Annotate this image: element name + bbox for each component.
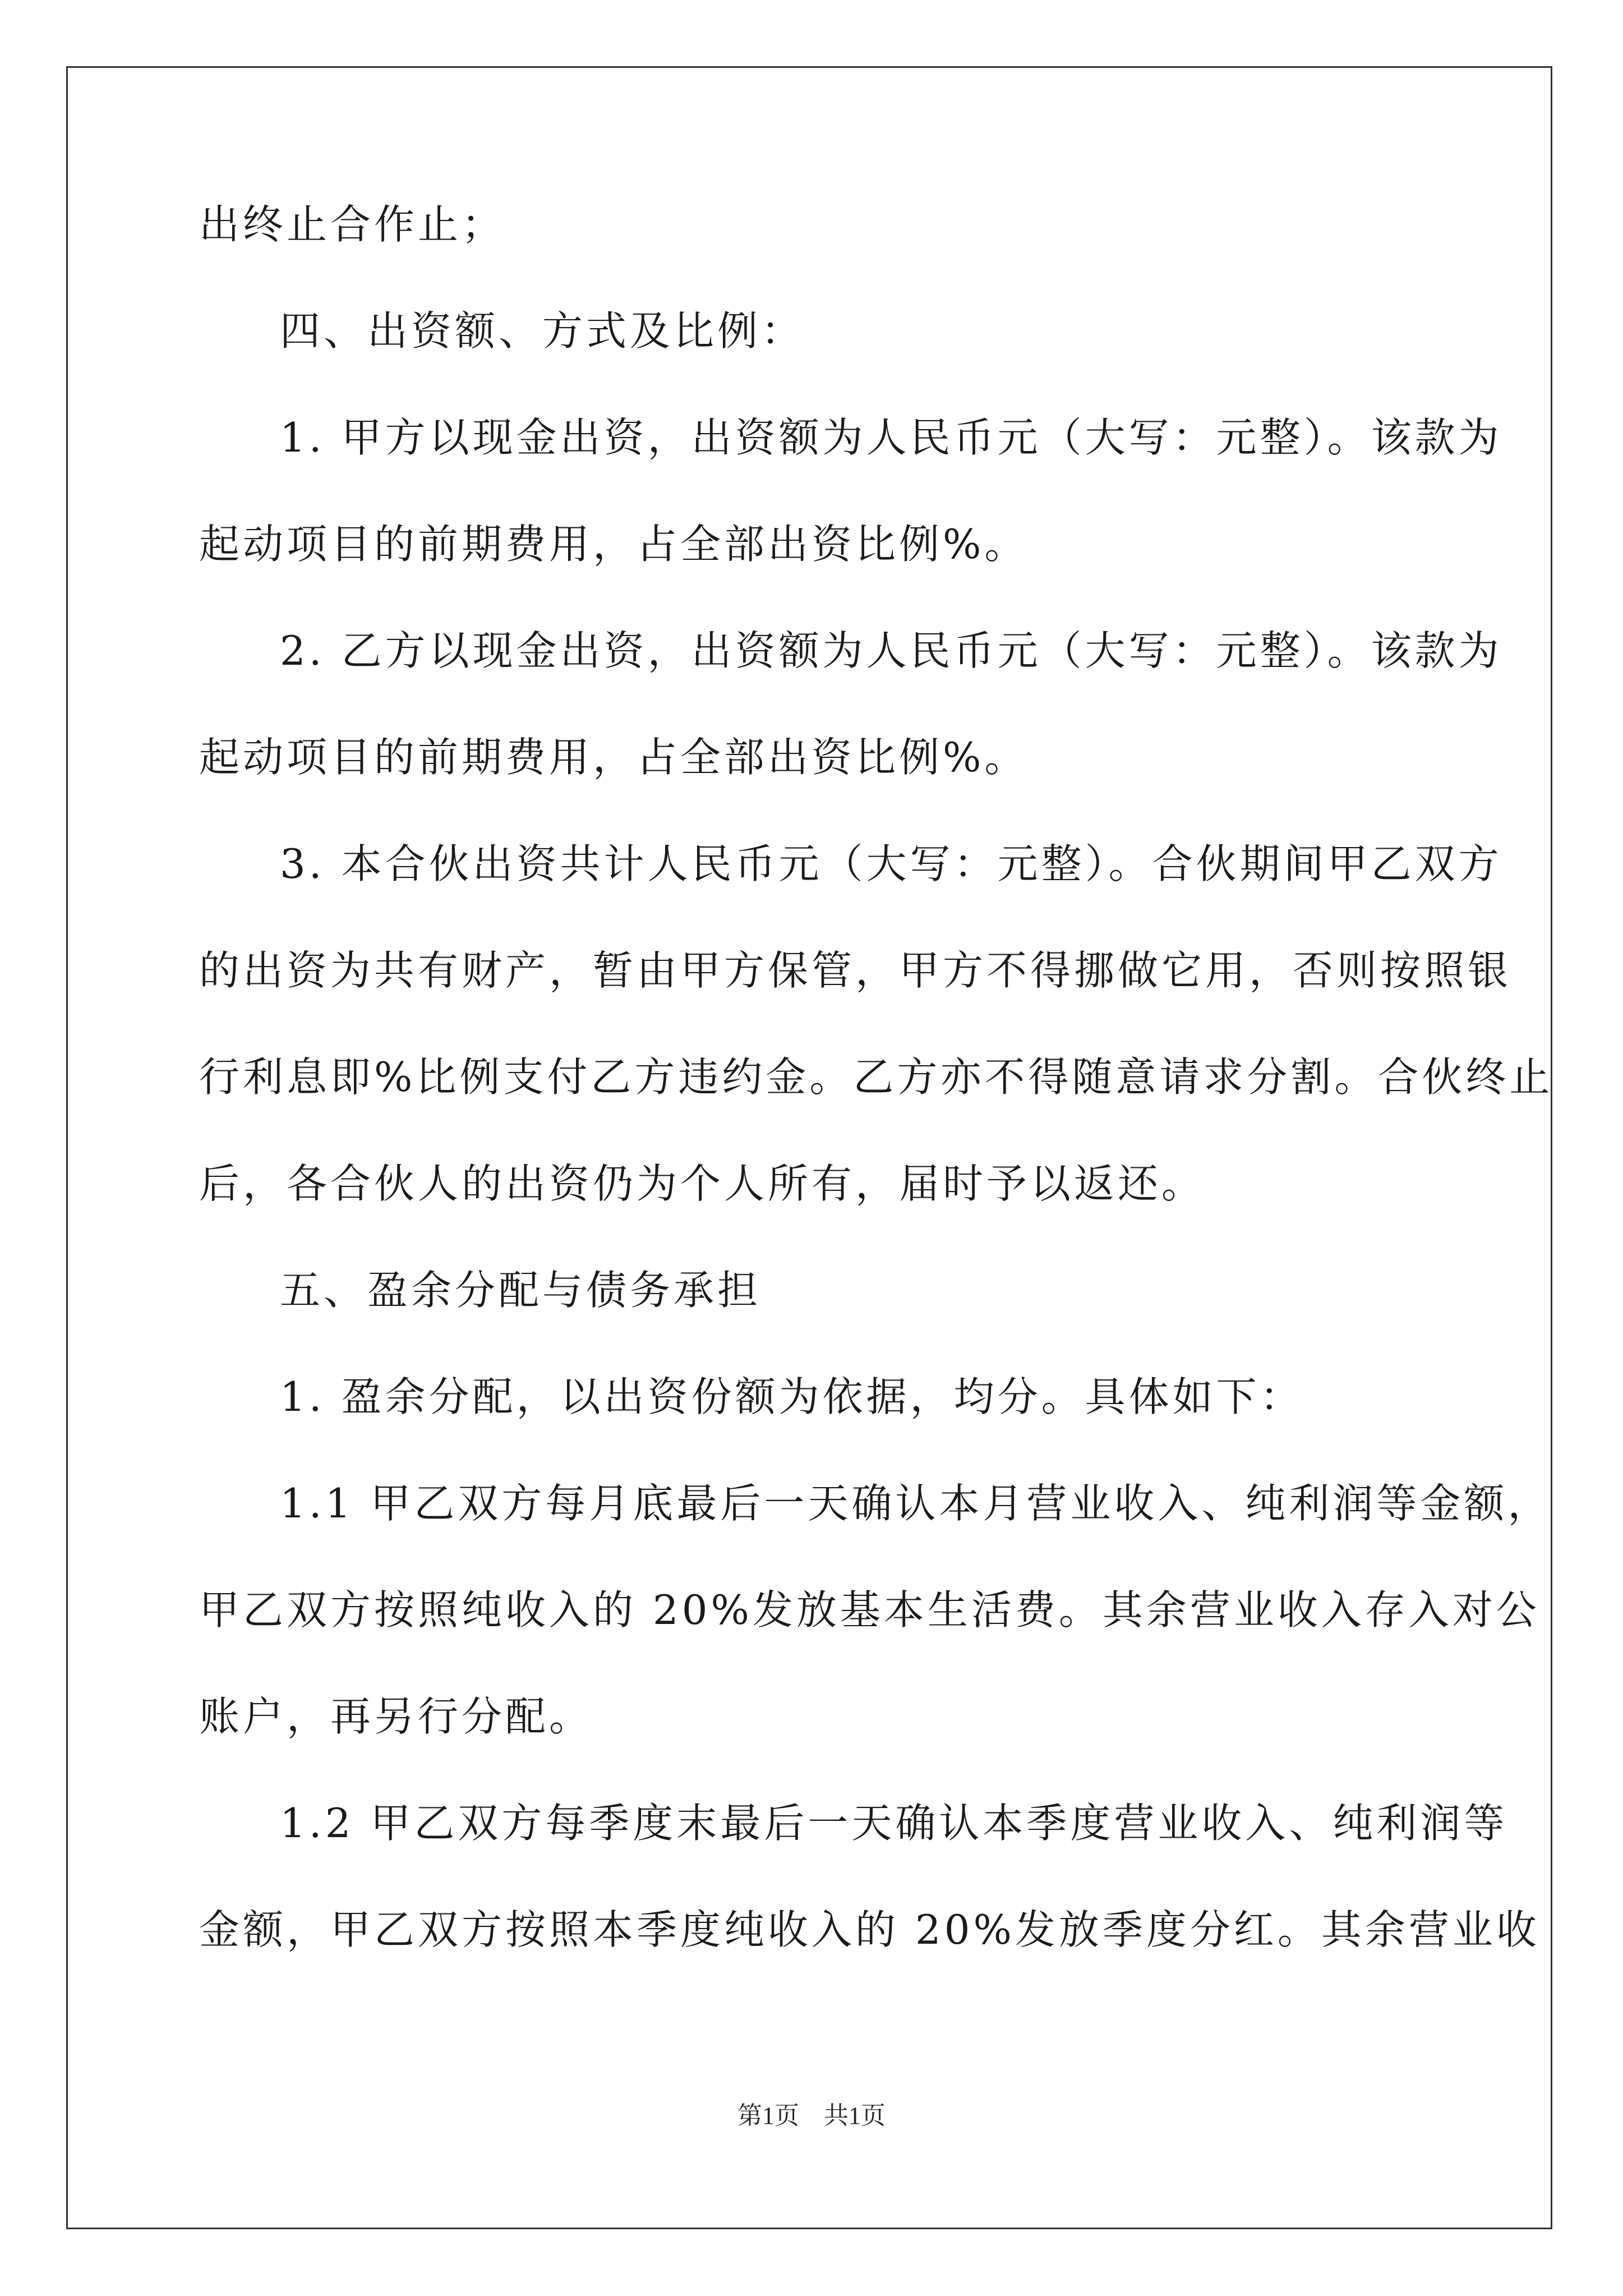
text-line: 行利息即%比例支付乙方违约金。乙方亦不得随意请求分割。合伙终止: [199, 1053, 1553, 1101]
text-line: 3. 本合伙出资共计人民币元（大写：元整）。合伙期间甲乙双方: [280, 840, 1502, 887]
text-line: 起动项目的前期费用，占全部出资比例%。: [199, 521, 1029, 568]
text-line: 金额，甲乙双方按照本季度纯收入的 20%发放季度分红。其余营业收: [199, 1906, 1540, 1953]
text-line: 1.1 甲乙双方每月底最后一天确认本月营业收入、纯利润等金额，: [280, 1480, 1552, 1527]
text-line: 的出资为共有财产，暂由甲方保管，甲方不得挪做它用，否则按照银: [199, 947, 1512, 994]
text-line: 2. 乙方以现金出资，出资额为人民币元（大写：元整）。该款为: [280, 627, 1502, 674]
section-heading: 四、出资额、方式及比例：: [280, 307, 805, 355]
text-line: 1. 盈余分配，以出资份额为依据，均分。具体如下：: [280, 1373, 1304, 1420]
text-line: 起动项目的前期费用，占全部出资比例%。: [199, 734, 1029, 781]
text-line: 出终止合作止；: [199, 201, 506, 248]
text-line: 账户，再另行分配。: [199, 1693, 593, 1740]
text-line: 1. 甲方以现金出资，出资额为人民币元（大写：元整）。该款为: [280, 414, 1502, 461]
text-line: 后，各合伙人的出资仍为个人所有，届时予以返还。: [199, 1160, 1206, 1207]
page-number-footer: 第1页 共1页: [737, 2102, 886, 2129]
text-line: 1.2 甲乙双方每季度末最后一天确认本季度营业收入、纯利润等: [280, 1800, 1508, 1847]
text-line: 甲乙双方按照纯收入的 20%发放基本生活费。其余营业收入存入对公: [199, 1586, 1540, 1634]
section-heading: 五、盈余分配与债务承担: [280, 1267, 762, 1314]
